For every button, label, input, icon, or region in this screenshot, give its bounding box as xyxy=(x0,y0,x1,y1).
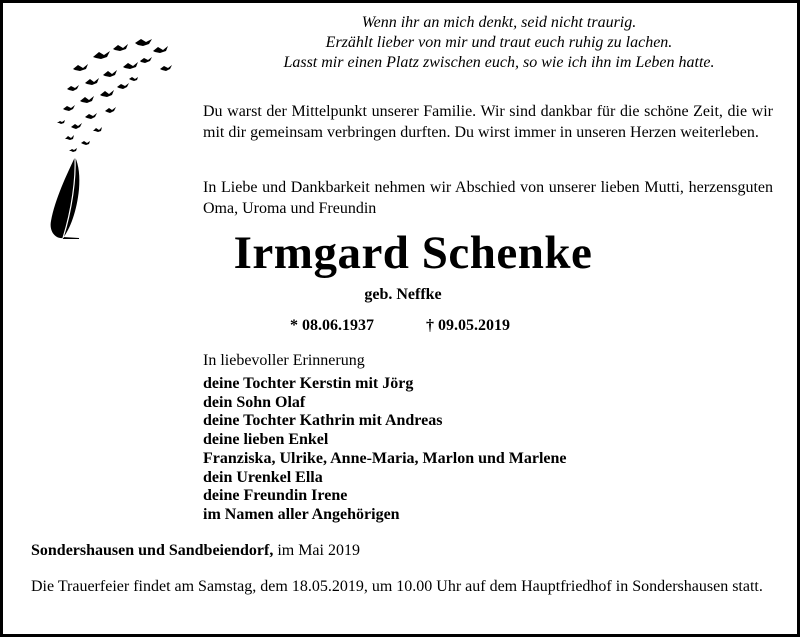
mourner-line: deine lieben Enkel xyxy=(203,431,329,449)
farewell-paragraph: In Liebe und Dankbarkeit nehmen wir Abschied von unserer lieben Mutti, herzensguten Oma, Uroma und Freundin xyxy=(203,179,773,217)
death-date: † 09.05.2019 xyxy=(426,317,510,334)
mourners-list xyxy=(203,375,567,525)
birth-date: * 08.06.1937 xyxy=(290,317,374,334)
tribute-paragraph: Du warst der Mittelpunkt unserer Familie. Wir sind dankbar für die schöne Zeit, die wir mit dir gemeinsam verbringen durften. Du wirst immer in unseren Herzen weiterleben. xyxy=(203,103,773,141)
mourner-line: deine Freundin Irene xyxy=(203,487,348,505)
place-and-date xyxy=(31,541,360,561)
poem-line: Wenn ihr an mich denkt, seid nicht traurig. xyxy=(361,14,637,31)
mourner-line: Franziska, Ulrike, Anne-Maria, Marlon und Marlene xyxy=(203,449,567,467)
feather-birds-icon xyxy=(45,39,175,239)
place-date: im Mai 2019 xyxy=(277,542,360,559)
mourner-line: deine Tochter Kathrin mit Andreas xyxy=(203,412,443,430)
funeral-notice: Die Trauerfeier findet am Samstag, dem 18.05.2019, um 10.00 Uhr auf dem Hauptfriedhof in Sondershausen statt. xyxy=(31,578,763,595)
mourner-line: dein Urenkel Ella xyxy=(203,468,323,486)
mourners-intro: In liebevoller Erinnerung xyxy=(203,352,365,369)
mourner-line: dein Sohn Olaf xyxy=(203,393,306,411)
mourner-line: im Namen aller Angehörigen xyxy=(203,505,400,523)
poem xyxy=(203,13,795,73)
mourner-line: deine Tochter Kerstin mit Jörg xyxy=(203,375,414,392)
birth-name: geb. Neffke xyxy=(364,286,442,303)
place-location: Sondershausen und Sandbeiendorf, xyxy=(31,542,274,559)
poem-line: Lasst mir einen Platz zwischen euch, so wie ich ihn im Leben hatte. xyxy=(283,54,715,71)
poem-line: Erzählt lieber von mir und traut euch ruhig zu lachen. xyxy=(325,34,673,51)
deceased-name: Irmgard Schenke xyxy=(233,227,593,279)
